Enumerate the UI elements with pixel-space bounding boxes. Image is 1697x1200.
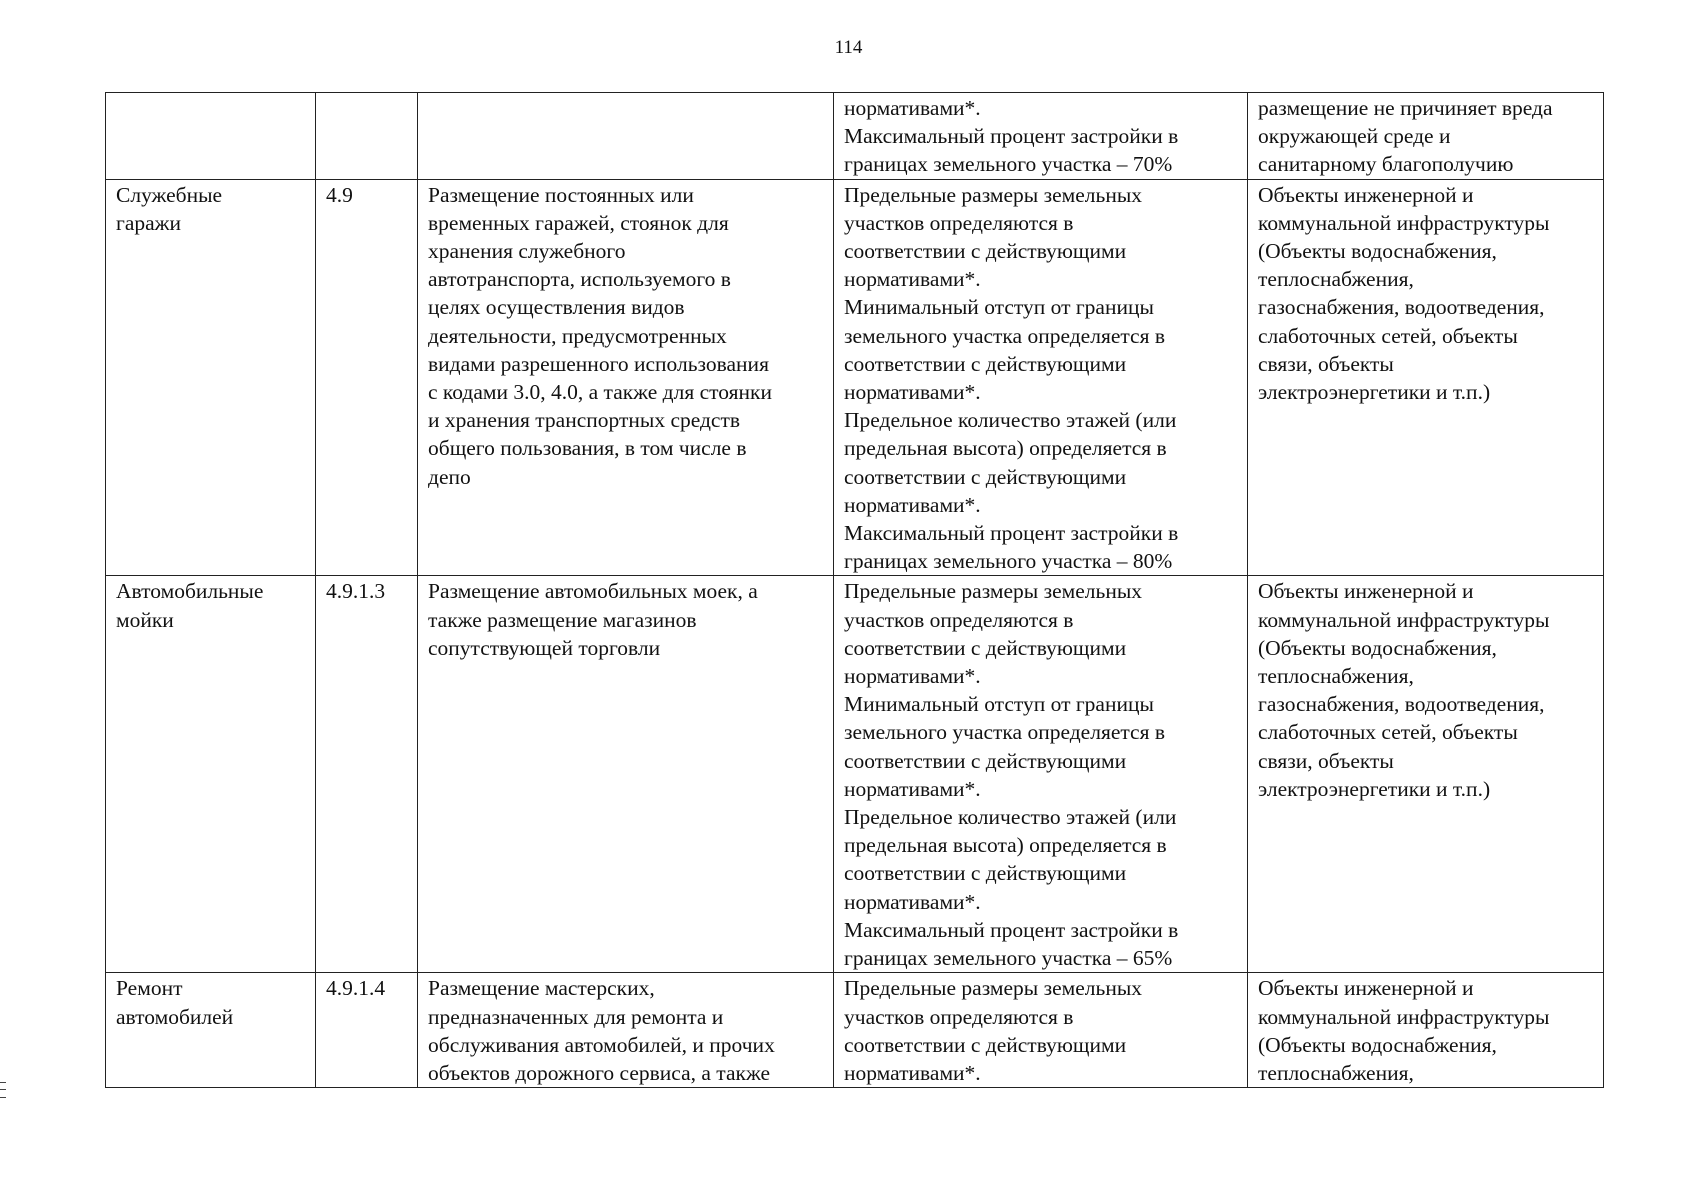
text-line: Размещение постоянных или	[428, 182, 694, 207]
text-line: нормативами*.	[844, 492, 981, 517]
use-description-cell	[418, 93, 834, 180]
notes-cell	[1248, 93, 1604, 180]
use-code-cell	[316, 973, 418, 1088]
use-description-cell	[418, 973, 834, 1088]
notes-cell	[1248, 576, 1604, 973]
text-line: участков определяются в	[844, 607, 1074, 632]
text-line: участков определяются в	[844, 1004, 1074, 1029]
text-line: соответствии с действующими	[844, 635, 1127, 660]
text-line: Предельное количество этажей (или	[844, 805, 1177, 830]
text-line: хранения служебного	[428, 239, 626, 264]
text-line: обслуживания автомобилей, и прочих	[428, 1032, 775, 1057]
text-line: сопутствующей торговли	[428, 635, 661, 660]
parameters-cell	[834, 576, 1248, 973]
text-line: газоснабжения, водоотведения,	[1258, 295, 1545, 320]
text-line: деятельности, предусмотренных	[428, 323, 727, 348]
text-line: коммунальной инфраструктуры	[1258, 607, 1550, 632]
text-line: и хранения транспортных средств	[428, 408, 741, 433]
text-line: соответствии с действующими	[844, 1032, 1127, 1057]
text-line: коммунальной инфраструктуры	[1258, 1004, 1550, 1029]
table-row	[106, 576, 1604, 973]
text-line: размещение не причиняет вреда	[1258, 96, 1553, 120]
text-line: соответствии с действующими	[844, 239, 1127, 264]
notes-cell	[1248, 179, 1604, 576]
use-code: 4.9.1.3	[326, 579, 386, 604]
use-description-cell	[418, 179, 834, 576]
text-line: Объекты инженерной и	[1258, 976, 1474, 1001]
text-line: Предельные размеры земельных	[844, 976, 1143, 1001]
text-line: Объекты инженерной и	[1258, 579, 1474, 604]
text-line: Предельные размеры земельных	[844, 182, 1143, 207]
text-line: соответствии с действующими	[844, 748, 1127, 773]
text-line: объектов дорожного сервиса, а также	[428, 1060, 771, 1085]
text-line: предельная высота) определяется в	[844, 833, 1167, 858]
text-line: также размещение магазинов	[428, 607, 697, 632]
text-line: участков определяются в	[844, 210, 1074, 235]
page-number: 114	[834, 37, 863, 58]
use-name-cell	[106, 576, 316, 973]
text-line: границах земельного участка – 80%	[844, 549, 1173, 574]
table-row	[106, 179, 1604, 576]
text-line: нормативами*.	[844, 267, 981, 292]
text-line: электроэнергетики и т.п.)	[1258, 380, 1491, 405]
notes-cell	[1248, 973, 1604, 1088]
text-line: Максимальный процент застройки в	[844, 917, 1179, 942]
use-code: 4.9.1.4	[326, 976, 386, 1001]
text-line: соответствии с действующими	[844, 861, 1127, 886]
text-line: электроэнергетики и т.п.)	[1258, 776, 1491, 801]
use-code-cell	[316, 93, 418, 180]
text-line: предельная высота) определяется в	[844, 436, 1167, 461]
parameters-cell	[834, 93, 1248, 180]
parameters-cell	[834, 973, 1248, 1088]
text-line: слаботочных сетей, объекты	[1258, 720, 1518, 745]
text-line: предназначенных для ремонта и	[428, 1004, 724, 1029]
text-line: (Объекты водоснабжения,	[1258, 239, 1497, 264]
text-line: автомобилей	[116, 1004, 234, 1029]
text-line: гаражи	[116, 210, 182, 235]
text-line: нормативами*.	[844, 96, 981, 120]
text-line: Минимальный отступ от границы	[844, 295, 1154, 320]
text-line: границах земельного участка – 65%	[844, 946, 1173, 971]
text-line: Предельное количество этажей (или	[844, 408, 1177, 433]
text-line: автотранспорта, используемого в	[428, 267, 731, 292]
text-line: Размещение автомобильных моек, а	[428, 579, 758, 604]
land-use-table	[105, 92, 1604, 1088]
text-line: газоснабжения, водоотведения,	[1258, 692, 1545, 717]
table-row	[106, 93, 1604, 180]
text-line: нормативами*.	[844, 1060, 981, 1085]
text-line: коммунальной инфраструктуры	[1258, 210, 1550, 235]
use-code-cell	[316, 576, 418, 973]
use-code: 4.9	[326, 182, 353, 207]
text-line: Служебные	[116, 182, 223, 207]
text-line: целях осуществления видов	[428, 295, 685, 320]
text-line: связи, объекты	[1258, 748, 1394, 773]
text-line: теплоснабжения,	[1258, 267, 1414, 292]
text-line: соответствии с действующими	[844, 464, 1127, 489]
use-code-cell	[316, 179, 418, 576]
text-line: Максимальный процент застройки в	[844, 124, 1179, 149]
text-line: соответствии с действующими	[844, 351, 1127, 376]
text-line: Ремонт	[116, 976, 183, 1001]
text-line: Автомобильные	[116, 579, 264, 604]
text-line: окружающей среде и	[1258, 124, 1451, 149]
use-name-cell	[106, 973, 316, 1088]
parameters-cell	[834, 179, 1248, 576]
text-line: теплоснабжения,	[1258, 1060, 1414, 1085]
text-line: (Объекты водоснабжения,	[1258, 635, 1497, 660]
text-line: с кодами 3.0, 4.0, а также для стоянки	[428, 380, 772, 405]
text-line: слаботочных сетей, объекты	[1258, 323, 1518, 348]
text-line: депо	[428, 464, 471, 489]
table-row	[106, 973, 1604, 1088]
text-line: временных гаражей, стоянок для	[428, 210, 729, 235]
text-line: Максимальный процент застройки в	[844, 521, 1179, 546]
use-description-cell	[418, 576, 834, 973]
text-line: нормативами*.	[844, 776, 981, 801]
text-line: нормативами*.	[844, 380, 981, 405]
text-line: Минимальный отступ от границы	[844, 692, 1154, 717]
text-line: теплоснабжения,	[1258, 664, 1414, 689]
text-line: общего пользования, в том числе в	[428, 436, 747, 461]
text-line: Размещение мастерских,	[428, 976, 655, 1001]
text-line: связи, объекты	[1258, 351, 1394, 376]
text-line: мойки	[116, 607, 174, 632]
text-line: земельного участка определяется в	[844, 323, 1165, 348]
text-line: земельного участка определяется в	[844, 720, 1165, 745]
text-line: Предельные размеры земельных	[844, 579, 1143, 604]
use-name-cell	[106, 93, 316, 180]
text-line: видами разрешенного использования	[428, 351, 769, 376]
text-line: границах земельного участка – 70%	[844, 152, 1173, 177]
text-line: нормативами*.	[844, 664, 981, 689]
text-line: Объекты инженерной и	[1258, 182, 1474, 207]
scan-margin-mark	[0, 1082, 6, 1098]
use-name-cell	[106, 179, 316, 576]
text-line: санитарному благополучию	[1258, 152, 1514, 177]
text-line: (Объекты водоснабжения,	[1258, 1032, 1497, 1057]
text-line: нормативами*.	[844, 889, 981, 914]
